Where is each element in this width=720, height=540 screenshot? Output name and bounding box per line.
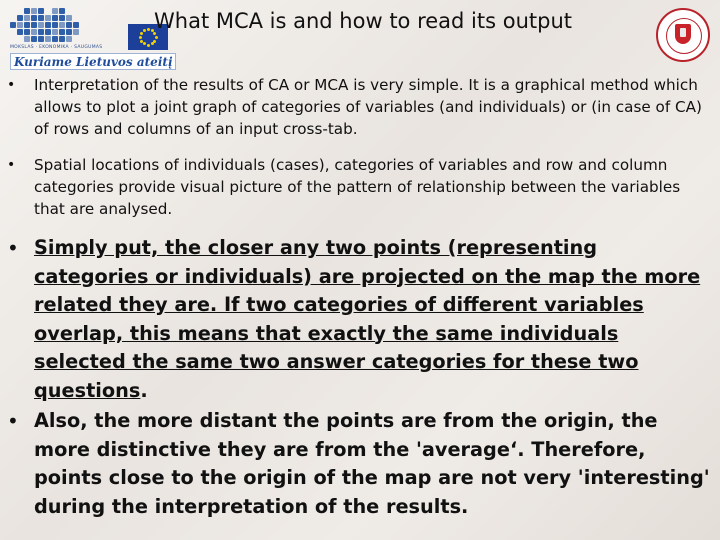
- logo-dot: [45, 29, 51, 35]
- eu-star-icon: [147, 44, 150, 47]
- logo-dot: [31, 29, 37, 35]
- logo-dot: [24, 8, 30, 14]
- logo-dot: [24, 15, 30, 21]
- logo-dot: [24, 29, 30, 35]
- logo-dot: [38, 29, 44, 35]
- logo-dot: [59, 29, 65, 35]
- bullet-text: Interpretation of the results of CA or MCA is very simple. It is a graphical method which allows to plot a joint graph of categories of variables (and individuals) or (in case of CA) of rows and columns of an input cross-tab.: [34, 76, 702, 138]
- logo-dot: [66, 22, 72, 28]
- logo-dot: [17, 29, 23, 35]
- bullet-list: [4, 74, 710, 521]
- eu-star-icon: [140, 40, 143, 43]
- logo-dot: [52, 15, 58, 21]
- logo-dot: [52, 36, 58, 42]
- logo-slogan: Kuriame Lietuvos ateitį: [10, 53, 176, 70]
- logo-dot: [31, 8, 37, 14]
- bullet-item: [4, 74, 710, 140]
- bullet-text-tail: .: [140, 378, 148, 402]
- logo-dot: [59, 15, 65, 21]
- logo-dot: [66, 15, 72, 21]
- bullet-glyph: •: [7, 409, 19, 433]
- university-seal-icon: [656, 8, 710, 62]
- logo-dot: [59, 36, 65, 42]
- logo-dot: [66, 36, 72, 42]
- logo-dot: [66, 29, 72, 35]
- logo-dot-grid: [10, 8, 108, 42]
- logo-dot: [38, 36, 44, 42]
- bullet-glyph: •: [7, 157, 16, 173]
- eu-star-icon: [139, 36, 142, 39]
- eu-star-icon: [143, 42, 146, 45]
- bullet-glyph: •: [7, 236, 19, 260]
- logo-dot: [45, 15, 51, 21]
- logo-dot: [17, 15, 23, 21]
- bullet-text: Spatial locations of individuals (cases), categories of variables and row and column categories provide visual picture of the pattern of relationship between the variables that are analysed.: [34, 156, 681, 218]
- bullet-text: Also, the more distant the points are from the origin, the more distinctive they are from the 'average‘. Therefore, points close to the origin of the map are not very 'interesting' during the interpretation of the results.: [34, 409, 710, 518]
- bullet-item: [4, 407, 710, 521]
- logo-dot: [38, 22, 44, 28]
- logo-dot: [31, 15, 37, 21]
- logo-dot: [52, 8, 58, 14]
- eu-star-icon: [153, 40, 156, 43]
- logo-dot: [52, 29, 58, 35]
- logo-dot: [24, 22, 30, 28]
- logo-dot: [17, 22, 23, 28]
- logo-dot: [59, 8, 65, 14]
- logo-dot: [73, 29, 79, 35]
- bullet-item: [4, 154, 710, 220]
- logo-dot: [59, 22, 65, 28]
- logo-dot: [45, 36, 51, 42]
- logo-dot: [73, 22, 79, 28]
- bullet-text-underlined: Simply put, the closer any two points (representing categories or individuals) are projected on the map the more related they are. If two categories of different variables overlap, this means that exactly the same individuals selected the same two answer categories for these two questions: [34, 236, 701, 402]
- logo-dot: [38, 15, 44, 21]
- logo-dot: [10, 22, 16, 28]
- logo-dot: [31, 36, 37, 42]
- bullet-glyph: •: [7, 77, 16, 93]
- slide-title: What MCA is and how to read its output: [154, 9, 572, 33]
- seal-shield-icon: [675, 24, 691, 44]
- eu-star-icon: [151, 42, 154, 45]
- logo-dot: [24, 36, 30, 42]
- eu-star-icon: [155, 36, 158, 39]
- logo-dot: [45, 22, 51, 28]
- logo-dot: [31, 22, 37, 28]
- logo-small-text: MOKSLAS · EKONOMIKA · SAUGUMAS: [10, 45, 103, 50]
- bullet-item: [4, 234, 710, 405]
- logo-dot: [52, 22, 58, 28]
- logo-dot: [38, 8, 44, 14]
